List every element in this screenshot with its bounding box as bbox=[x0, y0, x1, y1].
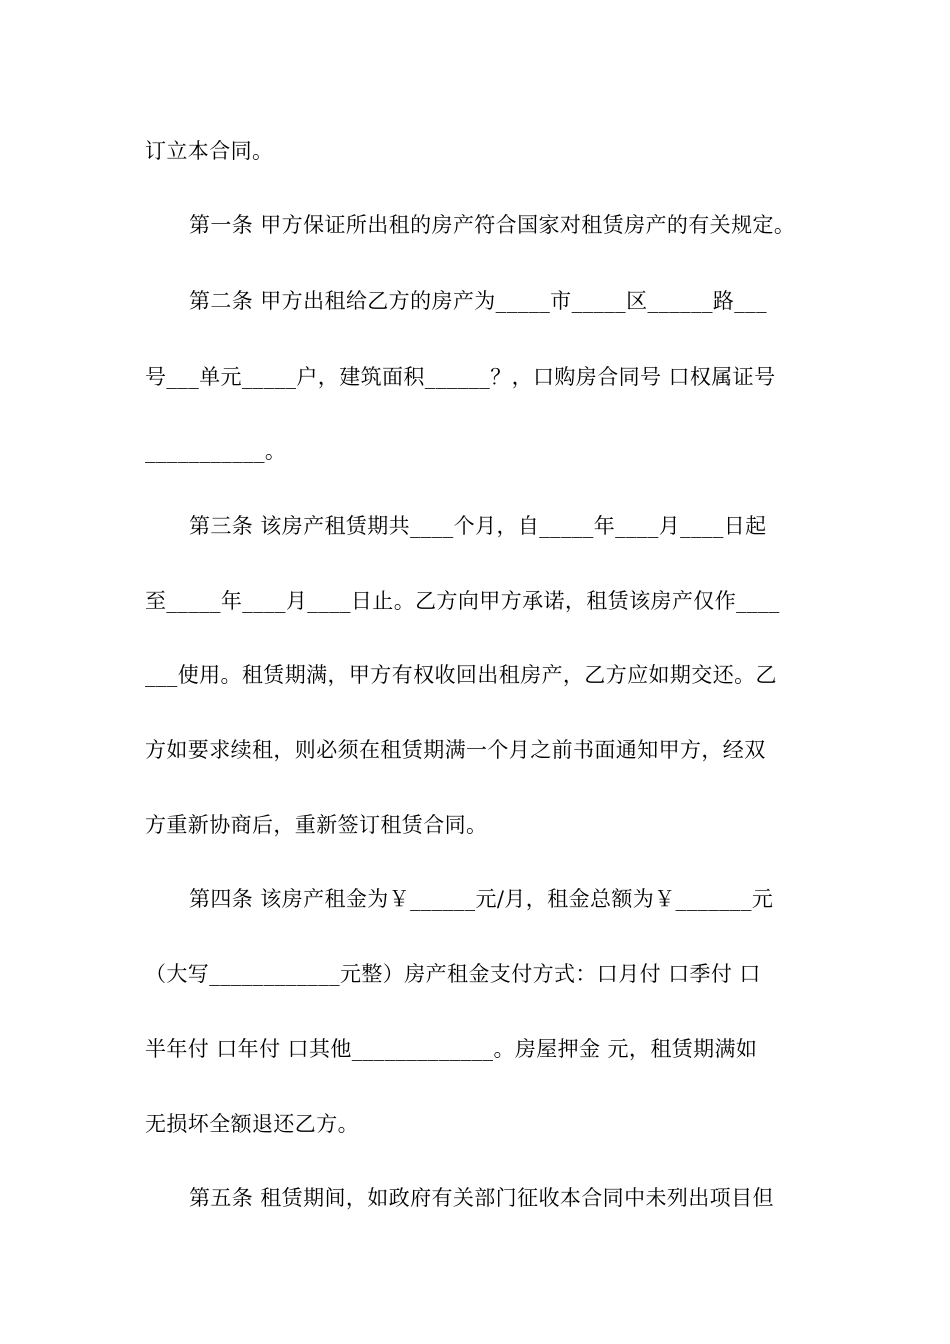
article-4-line: 第四条 该房产租金为￥______元/月，租金总额为￥_______元 bbox=[189, 887, 774, 911]
article-3-line: 第三条 该房产租赁期共____个月，自_____年____月____日起 bbox=[189, 514, 767, 538]
article-1-line: 第一条 甲方保证所出租的房产符合国家对租赁房产的有关规定。 bbox=[189, 213, 796, 237]
text-line: ___________。 bbox=[145, 439, 287, 463]
text-line: 半年付 口年付 口其他_____________。房屋押金 元，租赁期满如 bbox=[145, 1037, 758, 1061]
text-line: ___使用。租赁期满，甲方有权收回出租房产，乙方应如期交还。乙 bbox=[145, 663, 777, 687]
text-line: （大写____________元整）房产租金支付方式：口月付 口季付 口 bbox=[145, 962, 761, 986]
text-line: 订立本合同。 bbox=[145, 139, 274, 163]
text-line: 至_____年____月____日止。乙方向甲方承诺，租赁该房产仅作____ bbox=[145, 589, 780, 613]
text-line: 号___单元_____户，建筑面积______？，口购房合同号 口权属证号 bbox=[145, 365, 776, 389]
article-2-line: 第二条 甲方出租给乙方的房产为_____市_____区______路___ bbox=[189, 289, 767, 313]
article-5-line: 第五条 租赁期间，如政府有关部门征收本合同中未列出项目但 bbox=[189, 1186, 774, 1210]
text-line: 方重新协商后，重新签订租赁合同。 bbox=[145, 813, 488, 837]
text-line: 方如要求续租，则必须在租赁期满一个月之前书面通知甲方，经双 bbox=[145, 738, 766, 762]
text-line: 无损坏全额退还乙方。 bbox=[145, 1112, 359, 1136]
